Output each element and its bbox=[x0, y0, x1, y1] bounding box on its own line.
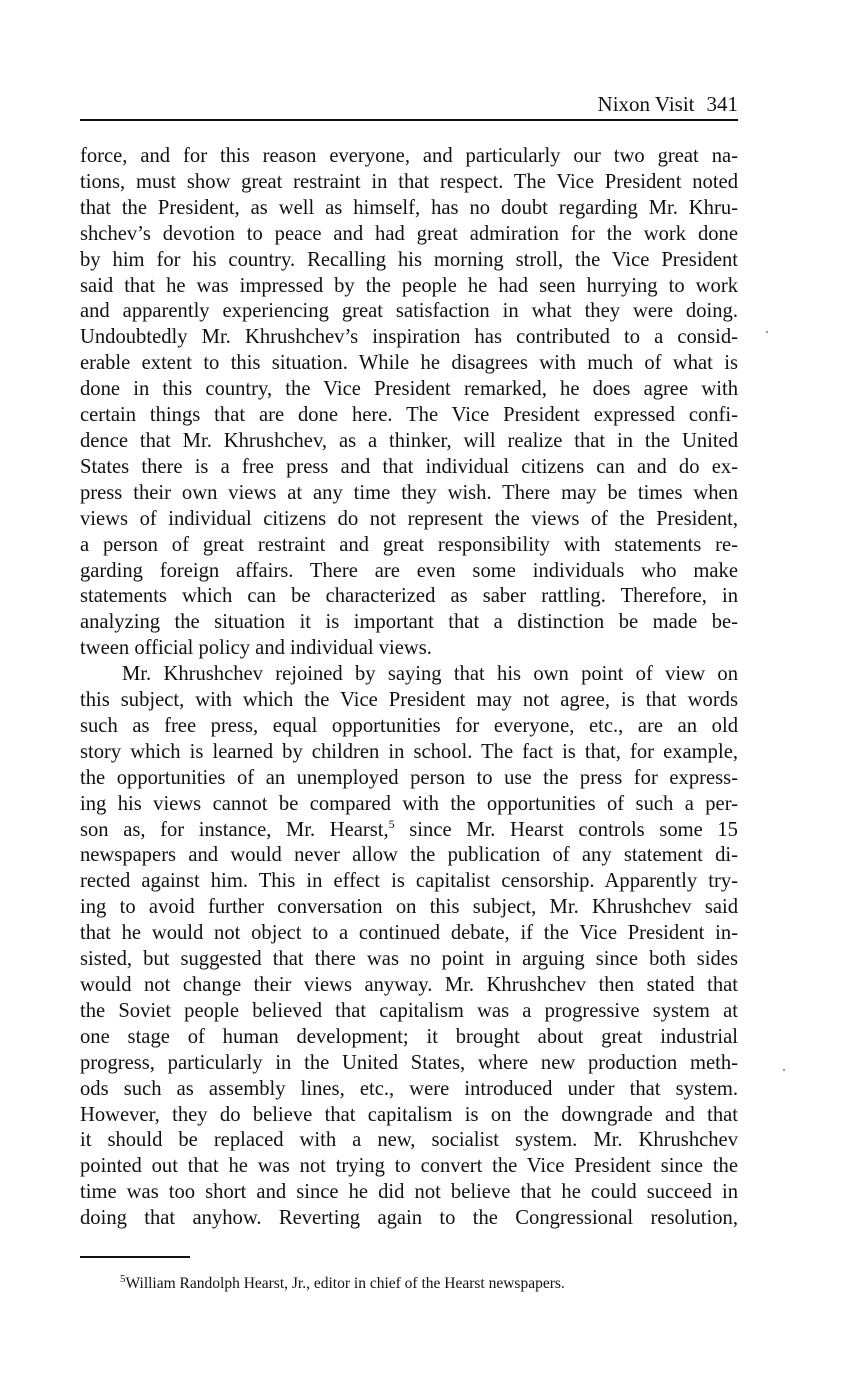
text-line: progress, particularly in the United States, where new production meth- bbox=[80, 1051, 738, 1074]
footnote-marker: 5 bbox=[120, 1273, 126, 1285]
running-title: Nixon Visit bbox=[597, 92, 695, 116]
text-line: garding foreign affairs. There are even some individuals who make bbox=[80, 559, 738, 582]
text-line: story which is learned by children in school. The fact is that, for example, bbox=[80, 740, 738, 763]
page-number: 341 bbox=[706, 92, 738, 116]
scan-speck bbox=[783, 1069, 785, 1071]
text-line: ing his views cannot be compared with the opportunities of such a per- bbox=[80, 792, 738, 815]
text-line: Mr. Khrushchev rejoined by saying that his own point of view on bbox=[122, 663, 738, 686]
text-line: that he would not object to a continued debate, if the Vice President in- bbox=[80, 922, 738, 945]
text-line-with-note bbox=[80, 818, 738, 844]
text-line: dence that Mr. Khrushchev, as a thinker, will realize that in the United bbox=[80, 429, 738, 452]
footnote-reference: 5 bbox=[388, 817, 395, 831]
footnote bbox=[120, 1273, 740, 1295]
text-line: such as free press, equal opportunities for everyone, etc., are an old bbox=[80, 714, 738, 737]
text-line: ing to avoid further conversation on this subject, Mr. Khrushchev said bbox=[80, 896, 738, 919]
text-line: However, they do believe that capitalism is on the downgrade and that bbox=[80, 1103, 738, 1126]
text-line: rected against him. This in effect is capitalist censorship. Apparently try- bbox=[80, 870, 738, 893]
text-line: pointed out that he was not trying to convert the Vice President since the bbox=[80, 1155, 738, 1178]
text-line: said that he was impressed by the people he had seen hurrying to work bbox=[80, 274, 738, 297]
text-line: would not change their views anyway. Mr. Khrushchev then stated that bbox=[80, 974, 738, 996]
text-segment: since Mr. Hearst controls some 15 bbox=[394, 818, 738, 841]
text-line: analyzing the situation it is important that a distinction be made be- bbox=[80, 611, 738, 634]
text-line: tions, must show great restraint in that respect. The Vice President noted bbox=[80, 170, 738, 193]
paragraph-2 bbox=[80, 662, 738, 1232]
body-text bbox=[80, 144, 738, 1232]
text-line: erable extent to this situation. While he disagrees with much of what is bbox=[80, 352, 738, 375]
text-line: doing that anyhow. Reverting again to the Congressional resolution, bbox=[80, 1207, 738, 1230]
text-line: and apparently experiencing great satisfaction in what they were doing. bbox=[80, 300, 738, 323]
text-line: time was too short and since he did not believe that he could succeed in bbox=[80, 1181, 738, 1204]
text-line: shchev’s devotion to peace and had great admiration for the work done bbox=[80, 222, 738, 245]
text-line: done in this country, the Vice President remarked, he does agree with bbox=[80, 378, 738, 401]
text-line: newspapers and would never allow the publication of any statement di- bbox=[80, 844, 738, 867]
paragraph-1 bbox=[80, 144, 738, 662]
text-line: States there is a free press and that individual citizens can and do ex- bbox=[80, 455, 738, 478]
header-rule bbox=[80, 119, 738, 121]
footnote-rule bbox=[80, 1256, 190, 1258]
text-line: sisted, but suggested that there was no point in arguing since both sides bbox=[80, 948, 738, 971]
text-line: views of individual citizens do not represent the views of the President, bbox=[80, 507, 738, 530]
text-line: tween official policy and individual views. bbox=[80, 637, 432, 660]
text-line: ods such as assembly lines, etc., were introduced under that system. bbox=[80, 1077, 738, 1100]
text-line: by him for his country. Recalling his morning stroll, the Vice President bbox=[80, 248, 738, 271]
text-line: the Soviet people believed that capitalism was a progressive system at bbox=[80, 999, 738, 1022]
scan-speck bbox=[766, 331, 768, 333]
running-header bbox=[80, 88, 738, 120]
text-line: Undoubtedly Mr. Khrushchev’s inspiration has contributed to a consid- bbox=[80, 326, 738, 349]
footnote-text: William Randolph Hearst, Jr., editor in chief of the Hearst newspapers. bbox=[125, 1275, 565, 1292]
text-line: this subject, with which the Vice President may not agree, is that words bbox=[80, 689, 738, 712]
text-line: statements which can be characterized as saber rattling. Therefore, in bbox=[80, 585, 738, 608]
text-segment: son as, for instance, Mr. Hearst, bbox=[80, 818, 389, 841]
text-line: a person of great restraint and great responsibility with statements re- bbox=[80, 533, 738, 556]
text-line: force, and for this reason everyone, and particularly our two great na- bbox=[80, 145, 738, 167]
text-line: the opportunities of an unemployed person to use the press for express- bbox=[80, 766, 738, 789]
text-line: one stage of human development; it brought about great industrial bbox=[80, 1025, 738, 1048]
text-line: that the President, as well as himself, has no doubt regarding Mr. Khru- bbox=[80, 196, 738, 219]
text-line: certain things that are done here. The Vice President expressed confi- bbox=[80, 404, 738, 427]
text-line: press their own views at any time they wish. There may be times when bbox=[80, 481, 738, 504]
text-line: it should be replaced with a new, socialist system. Mr. Khrushchev bbox=[80, 1129, 738, 1152]
